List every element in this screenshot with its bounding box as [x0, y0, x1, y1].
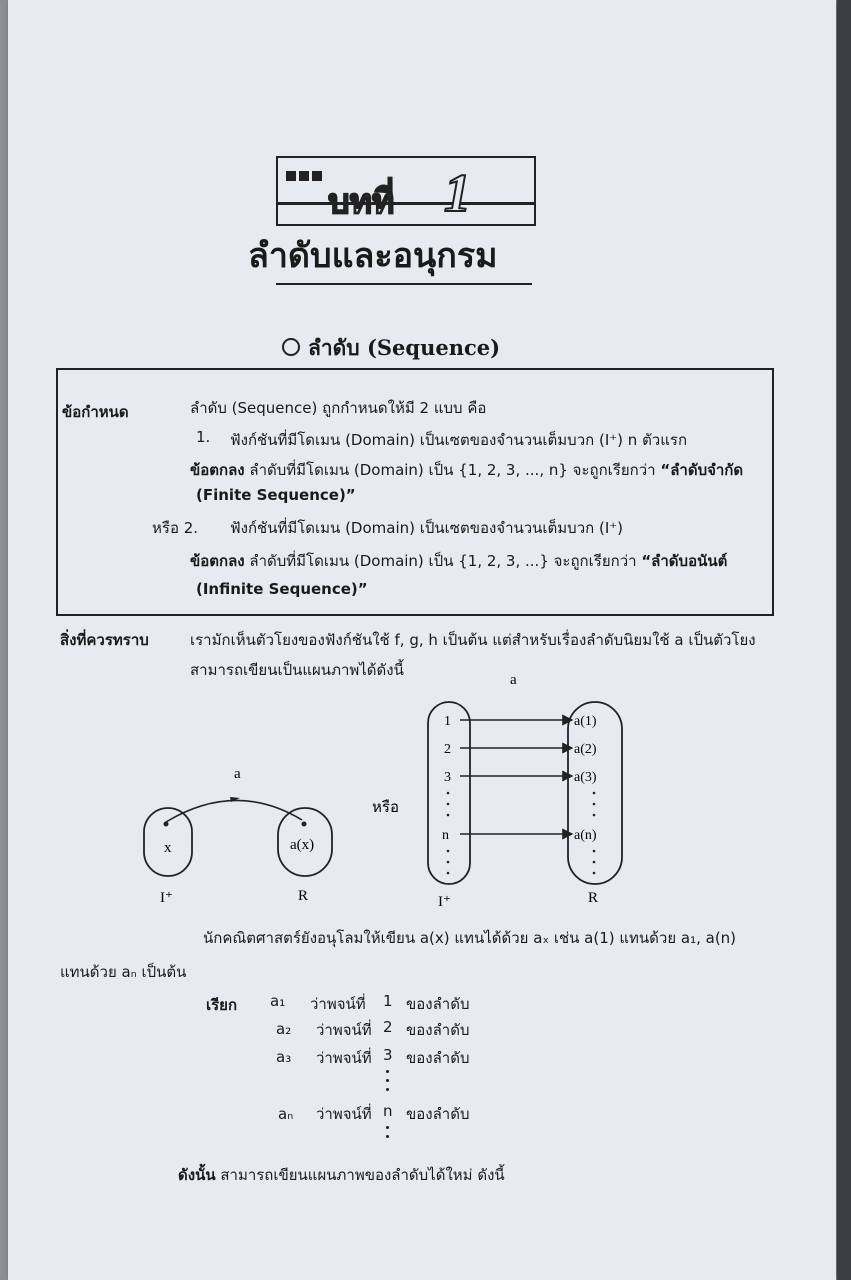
domain-item: 1: [444, 714, 451, 729]
definition-label: ข้อกำหนด: [62, 403, 129, 421]
definition-intro: ลำดับ (Sequence) ถูกกำหนดให้มี 2 แบบ คือ: [190, 399, 487, 417]
term-suffix: ของลำดับ: [406, 1021, 470, 1039]
term-index: n: [383, 1102, 393, 1120]
item1-text: ฟังก์ชันที่มีโดเมน (Domain) เป็นเซตของจำนวนเต็มบวก (I⁺) n ตัวแรก: [230, 431, 688, 449]
range-set-label: R: [298, 888, 309, 904]
term-symbol: a₂: [276, 1020, 292, 1038]
domain-set-label: I⁺: [160, 890, 173, 906]
range-element: a(x): [290, 837, 315, 853]
function-diagram: [144, 766, 332, 906]
domain-set-label: I⁺: [438, 894, 451, 910]
range-set-label: R: [588, 890, 599, 906]
page-edge-shadow: [837, 0, 851, 1280]
chapter-title: ลำดับและอนุกรม: [248, 236, 498, 276]
conclusion-label: ดังนั้น: [178, 1166, 216, 1184]
term-symbol: aₙ: [278, 1105, 294, 1123]
terms-ellipsis: [386, 1126, 389, 1138]
term-word: ว่าพจน์ที่: [316, 1105, 372, 1123]
or-label: หรือ 2.: [152, 519, 199, 537]
conclusion: [178, 1163, 505, 1187]
note-text-1: เรามักเห็นตัวโยงของฟังก์ชันใช้ f, g, h เป็นต้น แต่สำหรับเรื่องลำดับนิยมใช้ a เป็นตัวโยง: [190, 631, 756, 649]
agreement-text: ลำดับที่มีโดเมน (Domain) เป็น {1, 2, 3, ...} จะถูกเรียกว่า: [249, 552, 637, 570]
term-suffix: ของลำดับ: [406, 995, 470, 1013]
agreement-label: ข้อตกลง: [190, 461, 245, 479]
term-index: 2: [383, 1018, 393, 1036]
term-index: 3: [383, 1046, 393, 1064]
mapping-diagrams: [8, 0, 836, 920]
map-arc: [166, 800, 302, 822]
terms-ellipsis: [386, 1070, 389, 1091]
call-label: เรียก: [206, 996, 238, 1014]
agreement-label: ข้อตกลง: [190, 552, 245, 570]
infinite-term-english: (Infinite Sequence)”: [196, 580, 368, 598]
paragraph-line-1: นักคณิตศาสตร์ยังอนุโลมให้เขียน a(x) แทนได้ด้วย aₓ เช่น a(1) แทนด้วย a₁, a(n): [203, 929, 737, 947]
domain-element: x: [164, 840, 172, 856]
infinite-term: “ลำดับอนันต์: [641, 552, 728, 570]
chapter-number: 1: [444, 163, 471, 223]
term-word: ว่าพจน์ที่: [316, 1049, 372, 1067]
section-title: ลำดับ (Sequence): [308, 335, 501, 360]
item2-text: ฟังก์ชันที่มีโดเมน (Domain) เป็นเซตของจำนวนเต็มบวก (I⁺): [230, 519, 624, 537]
term-index: 1: [383, 992, 393, 1010]
range-item: a(n): [574, 828, 597, 843]
note-label: สิ่งที่ควรทราบ: [60, 631, 149, 649]
term-word: ว่าพจน์ที่: [310, 995, 366, 1013]
or-word: หรือ: [372, 798, 399, 816]
map-label: a: [234, 766, 241, 782]
sequence-diagram: [428, 672, 622, 910]
conclusion-text: สามารถเขียนแผนภาพของลำดับได้ใหม่ ดังนี้: [220, 1166, 505, 1184]
paragraph-line-2: แทนด้วย aₙ เป็นต้น: [60, 963, 187, 981]
term-symbol: a₃: [276, 1048, 292, 1066]
note-text-2: สามารถเขียนเป็นแผนภาพได้ดังนี้: [190, 661, 404, 679]
chapter-label: บทที่: [328, 182, 395, 222]
range-item: a(2): [574, 742, 597, 757]
agreement-text: ลำดับที่มีโดเมน (Domain) เป็น {1, 2, 3, ..., n} จะถูกเรียกว่า: [249, 461, 656, 479]
domain-item: n: [442, 828, 449, 843]
range-point: [302, 822, 307, 827]
finite-term-english: (Finite Sequence)”: [196, 486, 356, 504]
term-suffix: ของลำดับ: [406, 1105, 470, 1123]
finite-term: “ลำดับจำกัด: [660, 461, 744, 479]
item1-number: 1.: [196, 428, 211, 446]
range-item: a(1): [574, 714, 597, 729]
domain-item: 3: [444, 770, 451, 785]
range-item: a(3): [574, 770, 597, 785]
map-label: a: [510, 672, 517, 688]
domain-item: 2: [444, 742, 451, 757]
mapping-arrows: [460, 720, 572, 834]
term-symbol: a₁: [270, 992, 286, 1010]
domain-point: [164, 822, 169, 827]
book-page: [8, 0, 836, 1280]
term-word: ว่าพจน์ที่: [316, 1021, 372, 1039]
term-suffix: ของลำดับ: [406, 1049, 470, 1067]
